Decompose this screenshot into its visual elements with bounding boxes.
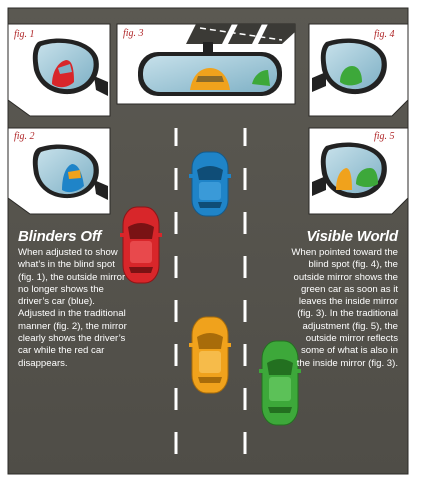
fig5-panel [309, 128, 408, 214]
blinders-off-panel [18, 228, 130, 370]
windshield-stripes [186, 24, 295, 44]
visible-world-title: Visible World [306, 228, 398, 245]
fig1-panel [8, 24, 110, 116]
visible-world-panel [286, 228, 398, 370]
fig1-label: fig. 1 [14, 29, 35, 40]
fig3-label: fig. 3 [123, 28, 144, 39]
blinders-off-title: Blinders Off [18, 228, 102, 245]
visible-world-body: When pointed toward the blind spot (fig. 4), the outside mirror shows the green car as soon as it leaves the inside mirror (fig. 3). In the traditional adjustment (fig. 5), the outside mirror reflects some of what is also in the inside mirror (fig. 3). [291, 247, 398, 369]
fig2-panel [8, 128, 110, 214]
rearview-mirror [138, 52, 282, 96]
fig3-panel [117, 24, 295, 104]
blinders-off-body: When adjusted to show what’s in the blind spot (fig. 1), the outside mirror no longer shows the driver’s car (blue). Adjusted in the traditional manner (fig. 2), the mirror clearly shows the driver’s car while the red car disappears. [18, 247, 127, 369]
fig5-label: fig. 5 [374, 131, 395, 142]
fig2-label: fig. 2 [14, 131, 35, 142]
side-mirror-fig4 [312, 39, 387, 95]
orange-car [189, 317, 231, 393]
fig4-panel [309, 24, 408, 116]
blue-car [189, 152, 231, 216]
fig4-label: fig. 4 [374, 29, 395, 40]
side-mirror-fig5 [312, 143, 387, 199]
